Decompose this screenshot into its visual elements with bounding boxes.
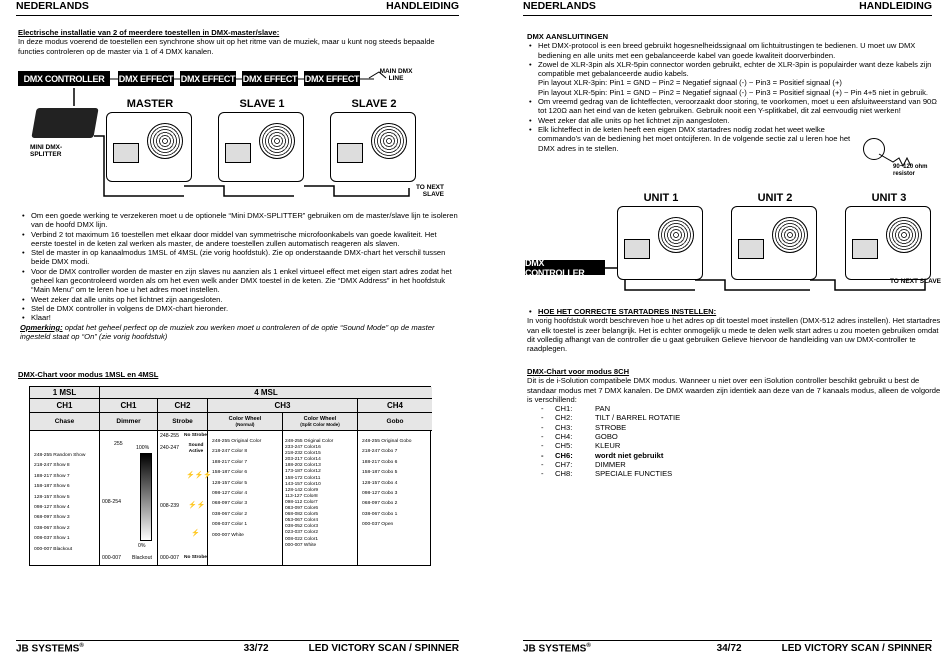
color-split-column bbox=[283, 431, 358, 565]
right-header bbox=[523, 0, 932, 16]
list-item: • Om een goede werking te verzekeren moet u de optionele “Mini DMX-SPLITTER” gebruiken om de master/slave lijn te isoleren van de hoofd DMX lijn. bbox=[20, 211, 458, 230]
chart-8ch-text: Dit is de i-Solution compatibele DMX modus. Wanneer u niet over een iSolution controller beschikt gebruikt u best de standaar modus met 7 DMX kanalen. De DMX waarden zijn identiek aan deze van de 7 kanaals modus, alleen de volgorde is verschillend: bbox=[527, 376, 941, 404]
unit-label-2: UNIT 2 bbox=[757, 192, 793, 204]
channel-list bbox=[527, 404, 941, 478]
list-item: - CH6: wordt niet gebruikt bbox=[541, 450, 664, 460]
to-next-slave-label: TO NEXT SLAVE bbox=[889, 278, 941, 285]
list-item: • Klaar! bbox=[20, 313, 458, 322]
gobo-values: 248-255 Original Gobo 218-247 Gobo 7 188-217 Gobo 6 158-187 Gobo 5 128-157 Gobo 4 098-127 Gobo 3 068-097 Gobo 2 038-067 Gobo 1 000-037 Open bbox=[362, 439, 412, 528]
master-slave-diagram bbox=[14, 66, 454, 208]
start-address-title: • HOE HET CORRECTE STARTADRES INSTELLEN: bbox=[527, 307, 941, 316]
left-footer bbox=[16, 640, 459, 654]
resistor-label: 90~120 ohm resistor bbox=[893, 164, 928, 177]
col-header: CH1 bbox=[100, 399, 158, 413]
col-header: CH4 bbox=[358, 399, 432, 413]
intro-paragraph: In deze modus voerend de toestellen een synchrone show uit op het ritme van de muziek, maar u kunt nog steeds bepaalde functies controleren op de master via 1 of 4 DMX kanalen. bbox=[18, 37, 435, 56]
sub-header: Strobe bbox=[158, 413, 208, 431]
page-number: 34/72 bbox=[716, 643, 742, 654]
col-header: CH1 bbox=[30, 399, 100, 413]
dmx-effect-label: DMX EFFECT bbox=[304, 71, 360, 86]
list-item: • Zowel de XLR-3pin als XLR-5pin connector worden gebruikt, echter de XLR-3pin is populairder want deze kabels zijn compatible met gebalanceerde audio kabels. bbox=[527, 60, 937, 79]
left-header bbox=[16, 0, 459, 16]
list-item: - CH5: KLEUR bbox=[541, 441, 621, 451]
bullet-list bbox=[20, 211, 458, 323]
unit-label-master: MASTER bbox=[126, 98, 174, 110]
sub-header: Color Wheel (Normal) bbox=[208, 413, 283, 431]
color-split-values: 248-255 Original Color 233-247 Color16 218-232 Color15 203-217 Color14 188-202 Color13 173-187 Color12 158-172 Color11 143-157 Color10 128-142 Color9 113-127 Color8 098-112 Color7 083-097 Color6 068-082 Color5 053-067 Color4 038-052 Color3 023-037 Color2 008-022 Color1 000-007 White bbox=[285, 439, 334, 548]
section-intro bbox=[18, 28, 458, 56]
instructions bbox=[20, 211, 458, 341]
pin-layout-3: Pin layout XLR-3pin: Pin1 = GND ~ Pin2 = Negatief signaal (-) ~ Pin3 = Positief signaal (+) bbox=[538, 78, 842, 88]
pin-layout-5: Pin layout XLR-5pin: Pin1 = GND ~ Pin2 = Negatief signaal (-) ~ Pin3 = Positief signaal (+) ~ Pin 4+5 niet in gebruik. bbox=[538, 87, 929, 97]
list-item: • Stel de DMX controller in volgens de DMX-chart hieronder. bbox=[20, 304, 458, 313]
fixture-slave2 bbox=[330, 112, 416, 182]
fixture-unit3 bbox=[845, 206, 931, 280]
list-item: - CH1: PAN bbox=[541, 404, 611, 414]
to-next-slave-label: TO NEXT SLAVE bbox=[415, 184, 444, 198]
dmx-chain-diagram bbox=[525, 190, 945, 300]
start-address-text: In vorig hoofdstuk wordt beschreven hoe u het adres op dit toestel moet instellen (DMX-512 adres instellen). Het startadres van elk toestel is zeer belangrijk. Het is echter onmogelijk u mede te delen welk start adres u zou moeten gebruiken omdat dit volledig afhangt van de controller die u gaat gebruiken Gelieve hiervoor de handleiding van uw DMX-controller te raadplegen. bbox=[527, 316, 941, 354]
strobe-icon: ⚡⚡⚡ bbox=[186, 472, 213, 479]
list-item: - CH8: SPECIALE FUNCTIES bbox=[541, 469, 673, 479]
strobe-icon: ⚡⚡ bbox=[188, 502, 206, 509]
gobo-column bbox=[358, 431, 432, 565]
header-language: NEDERLANDS bbox=[523, 0, 596, 12]
fixture-unit1 bbox=[617, 206, 703, 280]
chart-8ch-section bbox=[527, 367, 941, 479]
product-name: LED VICTORY SCAN / SPINNER bbox=[781, 643, 932, 654]
list-item: - CH2: TILT / BARREL ROTATIE bbox=[541, 413, 681, 423]
sub-header: Gobo bbox=[358, 413, 432, 431]
list-item: • Stel de master in op kanaalmodus 1MSL of 4MSL (zie vorig hoofdstuk). Zie op onderstaande DMX-chart het verschil tussen beide DMX modi. bbox=[20, 248, 458, 267]
splitter-label: MINI DMX- SPLITTER bbox=[30, 144, 63, 158]
footer-brand: JB SYSTEMS® bbox=[523, 643, 591, 654]
list-item: • Het DMX-protocol is een breed gebruikt hogesnelheidssignaal om lichtuitrustingen te bedienen. U moet uw DMX bediening en alle units met een gebalanceerde kabel van goede kwaliteit doorverbinden. bbox=[527, 41, 937, 60]
section-title: Electrische installatie van 2 of meerdere toestellen in DMX-master/slave: bbox=[18, 28, 280, 37]
chart-title: DMX-Chart voor modus 1MSL en 4MSL bbox=[18, 370, 159, 379]
dmx-controller-label: DMX CONTROLLER bbox=[525, 260, 605, 275]
sub-header: Color Wheel (Split Color Mode) bbox=[283, 413, 358, 431]
header-language: NEDERLANDS bbox=[16, 0, 89, 12]
list-item: • Voor de DMX controller worden de master en zijn slaves nu aanzien als 1 enkel virtueel effect met eigen start adres zodat het geheel kan gecontroleerd worden als om het even welk ander DMX toestel in de keten. Zie “DMX Address” in het hoofdstuk “Main Menu” om te leren hoe u het adres moet instellen. bbox=[20, 267, 458, 295]
footer-brand: JB SYSTEMS® bbox=[16, 643, 84, 654]
list-item: • Weet zeker dat alle units op het lichtnet zijn aangesloten. bbox=[527, 116, 937, 125]
xlr-resistor-graphic bbox=[863, 138, 933, 180]
header-title: HANDLEIDING bbox=[859, 0, 932, 12]
color-normal-values: 248-255 Original Color 218-247 Color 8 188-217 Color 7 158-187 Color 6 128-157 Color 5 098-127 Color 4 068-097 Color 3 038-067 Color 2 008-037 Color 1 000-007 White bbox=[212, 439, 262, 538]
chase-values: 248-255 Random Show 218-247 Show 8 188-217 Show 7 158-187 Show 6 128-157 Show 5 098-127 Show 4 068-097 Show 3 038-067 Show 2 008-037 Show 1 000-007 Blackout bbox=[34, 453, 86, 552]
remark-text: opdat het geheel perfect op de muziek zou werken moet u controleren of de optie “Sound Mode” op de master ingesteld staat op “On” (zie vorig hoofdstuk) bbox=[20, 322, 435, 341]
unit-label-3: UNIT 3 bbox=[871, 192, 907, 204]
list-item: • Om vreemd gedrag van de lichteffecten, veroorzaakt door storing, te voorkomen, moet u een afsluitweerstand van 90Ω tot 120Ω aan het eind van de keten gebruiken. Gebruik nooit een Y-splitkabel, dit zal eenvoudig niet werken! bbox=[527, 97, 937, 116]
splitter-device bbox=[31, 108, 98, 138]
dmx-effect-label: DMX EFFECT bbox=[180, 71, 236, 86]
col-header: CH3 bbox=[208, 399, 358, 413]
list-item: - CH4: GOBO bbox=[541, 432, 618, 442]
section-title: DMX AANSLUITINGEN bbox=[527, 32, 609, 41]
list-item: • Weet zeker dat alle units op het lichtnet zijn aangesloten. bbox=[20, 295, 458, 304]
mode-4msl: 4 MSL bbox=[100, 387, 432, 399]
dmx-chart-table bbox=[29, 386, 431, 566]
sub-header: Dimmer bbox=[100, 413, 158, 431]
mode-1msl: 1 MSL bbox=[30, 387, 100, 399]
list-item: - CH7: DIMMER bbox=[541, 459, 626, 469]
right-footer bbox=[523, 640, 932, 654]
start-address-section bbox=[527, 307, 941, 353]
list-item: - CH3: STROBE bbox=[541, 422, 627, 432]
product-name: LED VICTORY SCAN / SPINNER bbox=[308, 643, 459, 654]
bullet-list bbox=[527, 41, 937, 78]
dmx-connections bbox=[527, 32, 937, 153]
remark bbox=[20, 323, 458, 342]
unit-label-1: UNIT 1 bbox=[643, 192, 679, 204]
dimmer-gradient bbox=[140, 453, 152, 541]
main-line-label: MAIN DMX LINE bbox=[379, 68, 413, 82]
unit-label-slave2: SLAVE 2 bbox=[351, 98, 397, 110]
right-page bbox=[475, 0, 950, 654]
dmx-effect-label: DMX EFFECT bbox=[118, 71, 174, 86]
fixture-slave1 bbox=[218, 112, 304, 182]
dimmer-column: 255 100% 008-254 0% 000-007 Blackout bbox=[100, 431, 158, 565]
strobe-column: 248-255 No Strobe 240-247 Sound Active ⚡⚡⚡ 008-239 ⚡⚡ ⚡ 000-007 No Strobe bbox=[158, 431, 208, 565]
sub-header: Chase bbox=[30, 413, 100, 431]
header-title: HANDLEIDING bbox=[386, 0, 459, 12]
unit-label-slave1: SLAVE 1 bbox=[239, 98, 285, 110]
dmx-controller-label: DMX CONTROLLER bbox=[18, 71, 110, 86]
dmx-effect-label: DMX EFFECT bbox=[242, 71, 298, 86]
chase-column bbox=[30, 431, 100, 565]
fixture-master bbox=[106, 112, 192, 182]
list-item: • Verbind 2 tot maximum 16 toestellen met elkaar door middel van symmetrische microfoonkabels van goede kwaliteit. Het eerste toestel in de keten zal werken als master, de andere toestellen zullen automatisch reageren als slaven. bbox=[20, 230, 458, 249]
strobe-icon: ⚡ bbox=[191, 530, 200, 537]
col-header: CH2 bbox=[158, 399, 208, 413]
chart-8ch-title: DMX-Chart voor modus 8CH bbox=[527, 367, 630, 376]
page-number: 33/72 bbox=[243, 643, 269, 654]
fixture-unit2 bbox=[731, 206, 817, 280]
remark-label: Opmerking: bbox=[20, 322, 63, 332]
list-item: • Elk lichteffect in de keten heeft een eigen DMX startadres nodig zodat het weet welke commando's van de bediening het moet ontcijferen. In de volgende sectie zal u leren hoe het DMX adres in te stellen. bbox=[527, 125, 857, 153]
color-normal-column bbox=[208, 431, 283, 565]
